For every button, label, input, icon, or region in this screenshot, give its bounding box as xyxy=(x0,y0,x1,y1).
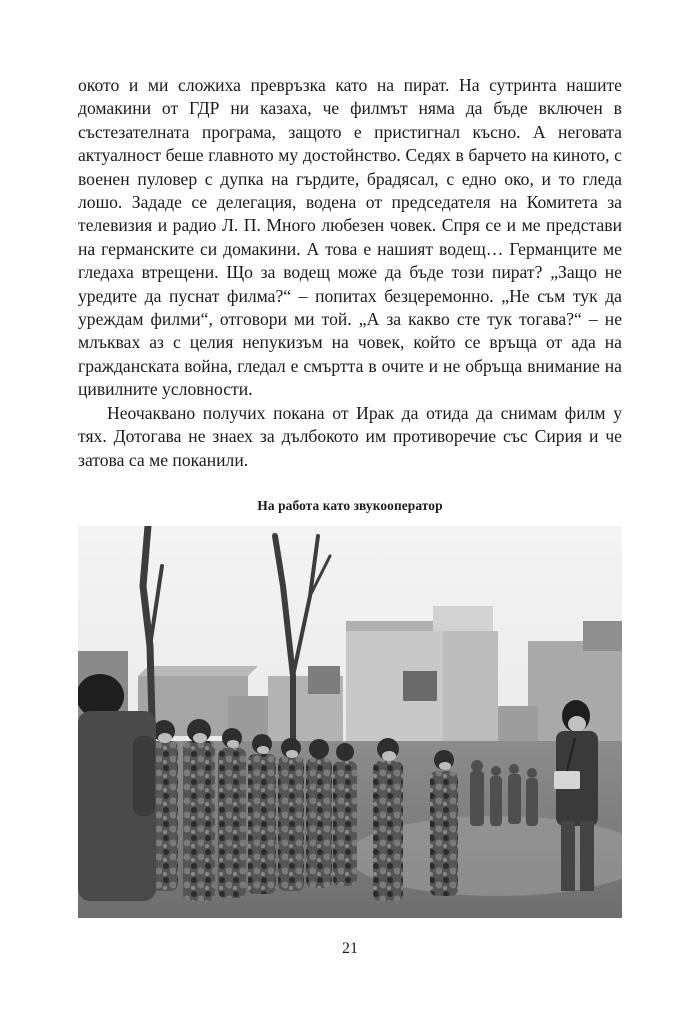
paragraph-continued: окото и ми сложиха превръзка като на пират. На сутринта нашите домакини от ГДР ни казаха, че филмът няма да бъде включен в състезателната програма, защото е пристигнал късно. А неговата актуалност беше главното му достойнство. Седях в барчето на киното, с военен пуловер с дупка на гърдите, брадясал, с едно око, и то гледа лошо. Зададе се делегация, водена от председателя на Комитета за телевизия и радио Л. П. Много любезен човек. Спря се и ме представи на германските си домакини. А това е нашият водещ… Германците ме гледаха втрещени. Що за водещ може да бъде този пират? „Защо не уредите да пуснат филма?“ – попитах безцеремонно. „Не съм тук да уреждам филми“, отговори ми той. „А за какво сте тук тогава?“ – не млъквах аз с целия непукизъм на човек, който се връща от ада на гражданската война, гледал е смъртта в очите и не обръща внимание на цивилните условности. xyxy=(78,75,622,400)
black-and-white-photograph xyxy=(78,526,622,918)
photo-scene xyxy=(78,526,622,918)
figure-caption: На работа като звукооператор xyxy=(257,498,443,513)
body-text xyxy=(78,74,622,472)
page-number: 21 xyxy=(342,940,358,957)
paragraph: Неочаквано получих покана от Ирак да отида да снимам филм у тях. Дотогава не знаех за дълбокото им противоречие със Сирия и че затова са ме поканили. xyxy=(78,402,622,470)
